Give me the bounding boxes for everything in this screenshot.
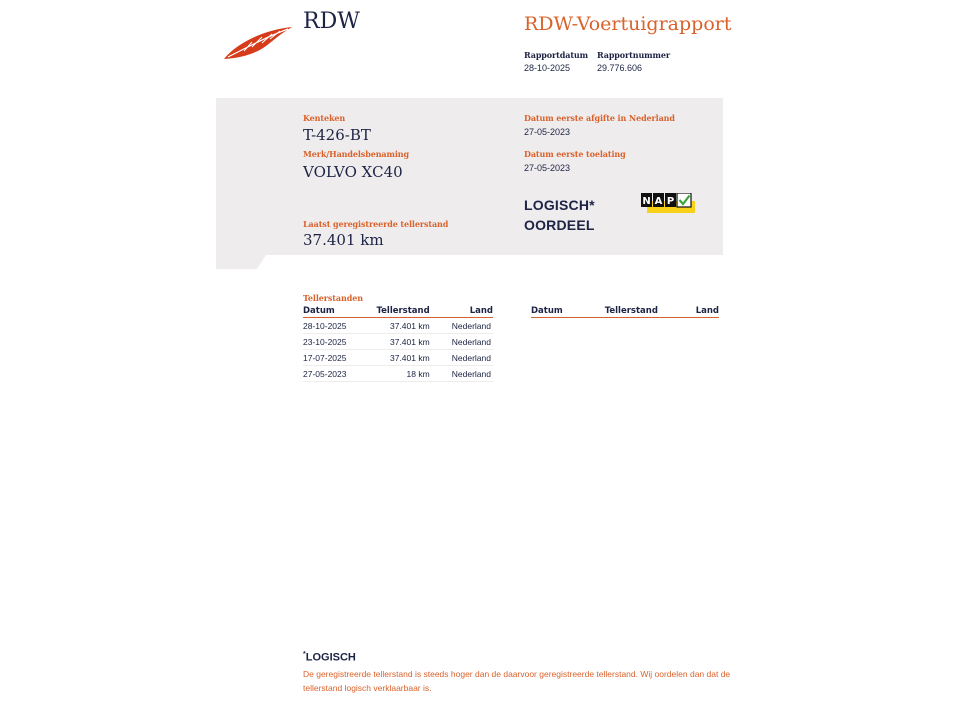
footnote-marker: * [303,651,306,658]
verdict-line-2: OORDEEL [524,217,595,233]
report-number-label: Rapportnummer [597,50,671,60]
verdict-line-1: LOGISCH* [524,197,595,213]
report-title: RDW-Voertuigrapport [524,13,732,35]
table-row [303,350,493,366]
rdw-feather-logo-icon [222,24,294,64]
footnote-title-text: LOGISCH [305,651,356,664]
table-header-row [531,306,719,318]
first-issue-nl-value: 27-05-2023 [524,127,571,137]
verdict-text [524,195,595,235]
vehicle-info-panel [216,98,723,269]
cell-land: Nederland [430,350,493,366]
col-header-tellerstand: Tellerstand [364,306,430,318]
merk-label: Merk/Handelsbenaming [303,149,410,159]
table-row [303,366,493,382]
cell-land: Nederland [430,366,493,382]
nap-letter-n: N [642,196,651,207]
table-row [303,318,493,334]
cell-tellerstand: 18 km [364,366,430,382]
col-header-datum: Datum [531,306,592,318]
table-row [303,334,493,350]
first-admission-value: 27-05-2023 [524,163,571,173]
first-issue-nl-label: Datum eerste afgifte in Nederland [524,113,675,123]
first-admission-label: Datum eerste toelating [524,149,626,159]
nap-letter-a: A [654,196,663,207]
table-header-row [303,306,493,318]
cell-land: Nederland [430,334,493,350]
col-header-datum: Datum [303,306,364,318]
cell-datum: 23-10-2025 [303,334,364,350]
report-number-value: 29.776.606 [597,63,643,73]
odometer-section-title: Tellerstanden [303,293,363,303]
brand-name: RDW [303,9,360,34]
report-date-value: 28-10-2025 [524,63,571,73]
merk-value: VOLVO XC40 [303,163,403,181]
cell-datum: 17-07-2025 [303,350,364,366]
last-odometer-label: Laatst geregistreerde tellerstand [303,219,449,229]
report-date-label: Rapportdatum [524,50,589,60]
last-odometer-value: 37.401 km [303,231,384,249]
odometer-table-continued [531,306,719,318]
cell-datum: 28-10-2025 [303,318,364,334]
col-header-tellerstand: Tellerstand [592,306,658,318]
cell-land: Nederland [430,318,493,334]
cell-datum: 27-05-2023 [303,366,364,382]
cell-tellerstand: 37.401 km [364,350,430,366]
kenteken-label: Kenteken [303,113,346,123]
footnote-title [303,651,356,664]
nap-logo-icon [641,193,695,213]
nap-letter-p: P [666,196,675,207]
footnote-text: De geregistreerde tellerstand is steeds hoger dan de daarvoor geregistreerde tellerstand. Wij oordelen dan dat de tellerstand logisch verklaarbaar is. [303,669,731,693]
cell-tellerstand: 37.401 km [364,334,430,350]
cell-tellerstand: 37.401 km [364,318,430,334]
odometer-table [303,306,493,382]
col-header-land: Land [430,306,493,318]
kenteken-value: T-426-BT [303,126,371,144]
col-header-land: Land [658,306,719,318]
